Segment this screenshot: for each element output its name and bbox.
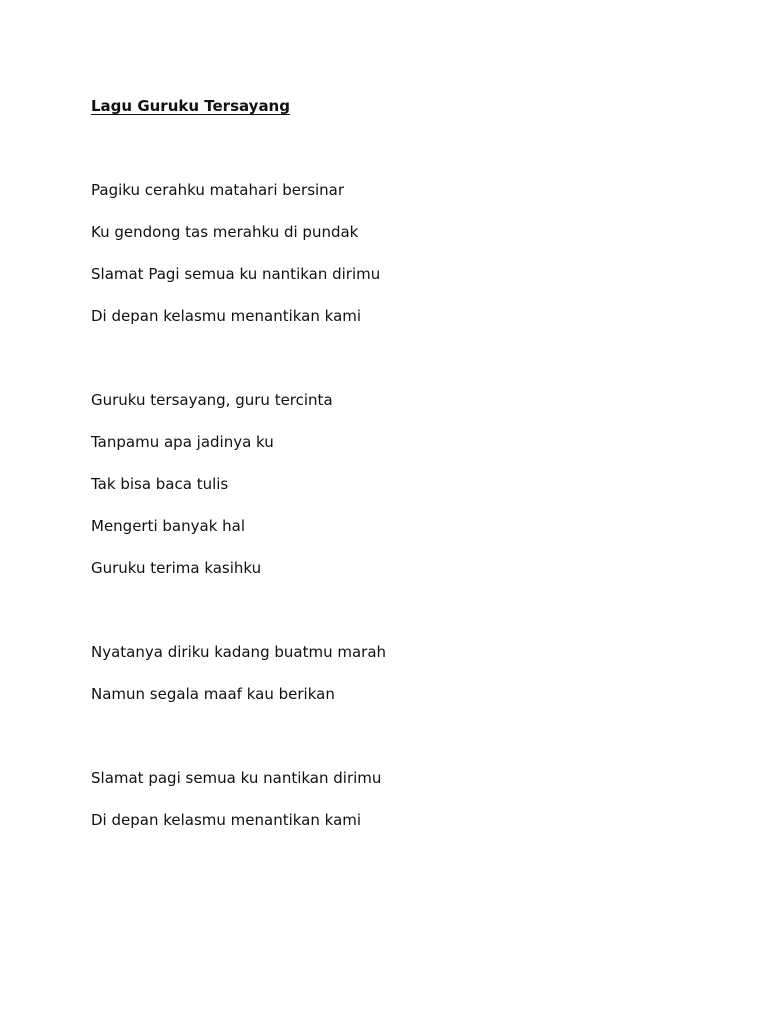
verse-4-line-2: Di depan kelasmu menantikan kami	[91, 811, 362, 829]
verse-2-line-5: Guruku terima kasihku	[91, 559, 262, 577]
verse-4-line-1: Slamat pagi semua ku nantikan dirimu	[91, 769, 382, 787]
verse-2-line-3: Tak bisa baca tulis	[91, 475, 229, 493]
verse-1-line-4: Di depan kelasmu menantikan kami	[91, 307, 362, 325]
verse-1-line-3: Slamat Pagi semua ku nantikan dirimu	[91, 265, 381, 283]
verse-1-line-1: Pagiku cerahku matahari bersinar	[91, 181, 345, 199]
verse-3-line-1: Nyatanya diriku kadang buatmu marah	[91, 643, 387, 661]
verse-2-line-4: Mengerti banyak hal	[91, 517, 246, 535]
verse-3-line-2: Namun segala maaf kau berikan	[91, 685, 335, 703]
verse-2-line-2: Tanpamu apa jadinya ku	[91, 433, 274, 451]
verse-1-line-2: Ku gendong tas merahku di pundak	[91, 223, 359, 241]
verse-2-line-1: Guruku tersayang, guru tercinta	[91, 391, 333, 409]
song-title: Lagu Guruku Tersayang	[91, 97, 290, 115]
